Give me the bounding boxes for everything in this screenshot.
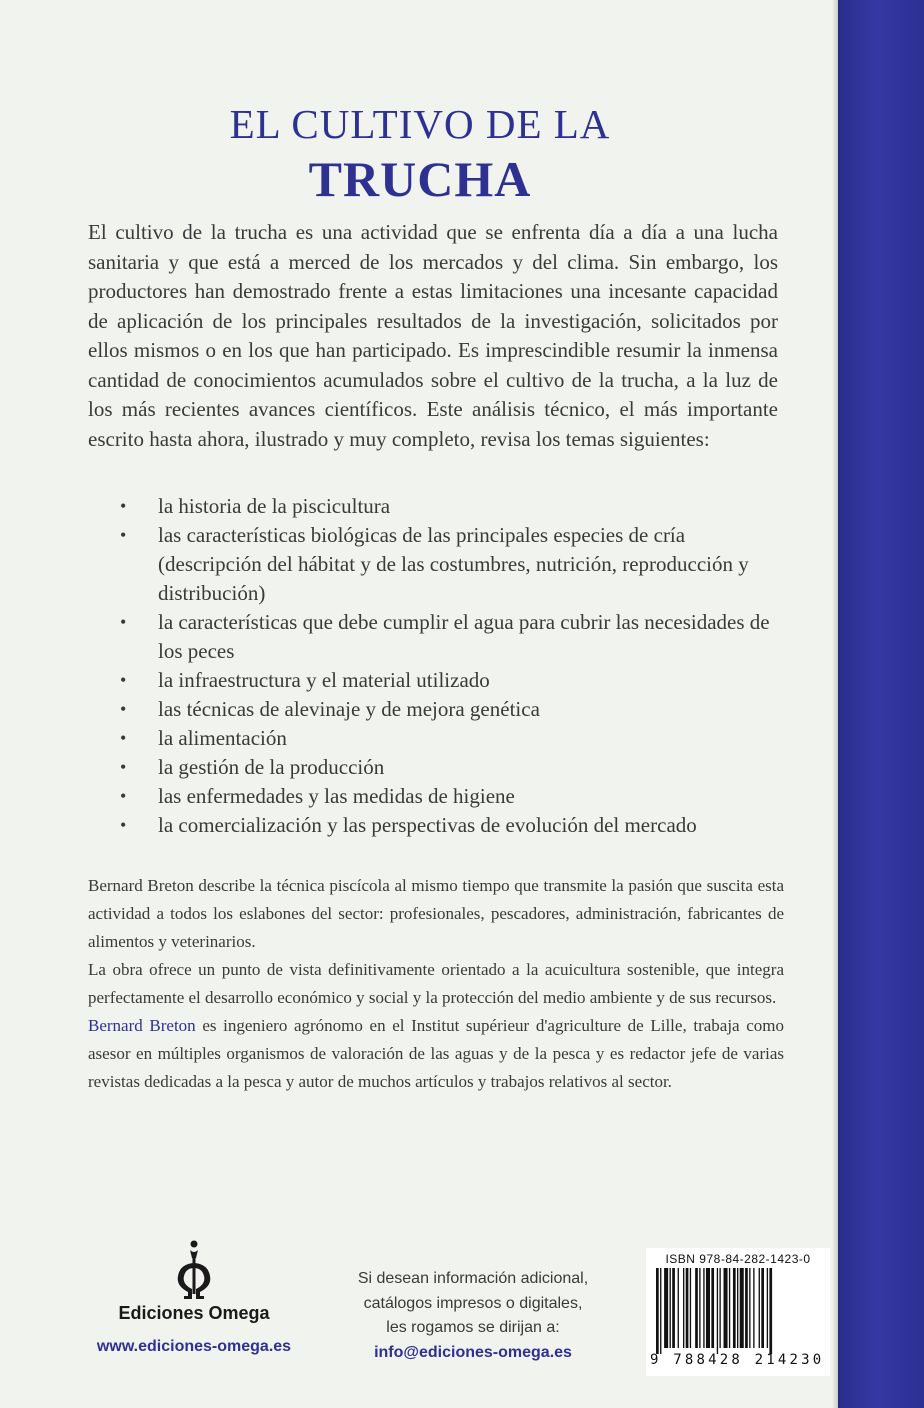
list-item — [88, 724, 788, 753]
isbn-barcode — [646, 1248, 830, 1376]
topic-text: las técnicas de alevinaje y de mejora genética — [158, 697, 540, 721]
list-item — [88, 521, 788, 608]
publisher-name: Ediciones Omega — [118, 1303, 270, 1323]
topic-text: la infraestructura y el material utilizado — [158, 668, 490, 692]
publisher-url[interactable]: www.ediciones-omega.es — [96, 1338, 292, 1355]
contact-line-2: catálogos impresos o digitales, — [363, 1294, 583, 1312]
book-spine — [838, 0, 924, 1408]
list-item — [88, 695, 788, 724]
contact-line-1: Si desean información adicional, — [357, 1270, 589, 1287]
topic-text: la alimentación — [158, 726, 287, 750]
bullet-icon: • — [120, 670, 127, 690]
title-line-2: TRUCHA — [308, 151, 532, 207]
bio-paragraph-2: La obra ofrece un punto de vista definitivamente orientado a la acuicultura sostenible, que integra perfectamente el desarrollo económico y social y la protección del medio ambiente y de sus recursos. — [88, 960, 784, 1007]
bullet-icon: • — [120, 496, 127, 516]
topic-text: la gestión de la producción — [158, 755, 385, 779]
topics-list — [88, 492, 788, 840]
bio-paragraph-3 — [88, 1012, 784, 1096]
list-item — [88, 782, 788, 811]
isbn-label: ISBN 978-84-282-1423-0 — [665, 1252, 811, 1266]
bullet-icon: • — [120, 757, 127, 777]
topic-text: la comercialización y las perspectivas de evolución del mercado — [158, 813, 697, 837]
bullet-icon: • — [120, 786, 127, 806]
bullet-icon: • — [120, 728, 127, 748]
topic-text: las enfermedades y las medidas de higiene — [158, 784, 515, 808]
topic-text: la características que debe cumplir el agua para cubrir las necesidades de los peces — [158, 610, 770, 663]
omega-logo-icon — [156, 1238, 232, 1302]
bullet-icon: • — [120, 699, 127, 719]
author-name: Bernard Breton — [88, 1016, 196, 1035]
intro-paragraph: El cultivo de la trucha es una actividad que se enfrenta día a día a una lucha sanitaria y que está a merced de los mercados y del clima. Sin embargo, los productores han demostrado frente a estas limitaciones una incesante capacidad de aplicación de los principales resultados de la investigación, solicitados por ellos mismos o en los que han participado. Es imprescindible resumir la inmensa cantidad de conocimientos acumulados sobre el cultivo de la trucha, a la luz de los más recientes avances científicos. Este análisis técnico, el más importante escrito hasta ahora, ilustrado y muy completo, revisa los temas siguientes: — [88, 220, 778, 451]
bullet-icon: • — [120, 525, 127, 545]
barcode-bars-icon — [654, 1268, 824, 1354]
barcode-digits: 9 788428 214230 — [650, 1352, 825, 1368]
list-item — [88, 608, 788, 666]
bio-paragraph-1: Bernard Breton describe la técnica piscícola al mismo tiempo que transmite la pasión que suscita esta actividad a todos los eslabones del sector: profesionales, pescadores, administración, fabricantes de alimentos y veterinarios. — [88, 876, 784, 951]
bullet-icon: • — [120, 612, 127, 632]
contact-line-3: les rogamos se dirijan a: — [386, 1319, 560, 1336]
list-item — [88, 666, 788, 695]
bullet-icon: • — [120, 815, 127, 835]
list-item — [88, 753, 788, 782]
list-item — [88, 811, 788, 840]
contact-email-link[interactable]: info@ediciones-omega.es — [374, 1343, 572, 1361]
topic-text: las características biológicas de las principales especies de cría (descripción del hábitat y de las costumbres, nutrición, reproducción y distribución) — [158, 523, 749, 605]
topic-text: la historia de la piscicultura — [158, 494, 391, 518]
author-bio — [88, 872, 784, 1096]
title-line-1: EL CULTIVO DE LA — [229, 101, 611, 147]
spine-shadow — [832, 0, 840, 1408]
author-description: es ingeniero agrónomo en el Institut supérieur d'agriculture de Lille, trabaja como asesor en múltiples organismos de valoración de las aguas y de la pesca y es redactor jefe de varias revistas dedicadas a la pesca y autor de muchos artículos y trabajos relativos al sector. — [88, 1016, 784, 1091]
list-item — [88, 492, 788, 521]
contact-info — [328, 1267, 618, 1365]
publisher-logo — [84, 1238, 304, 1358]
